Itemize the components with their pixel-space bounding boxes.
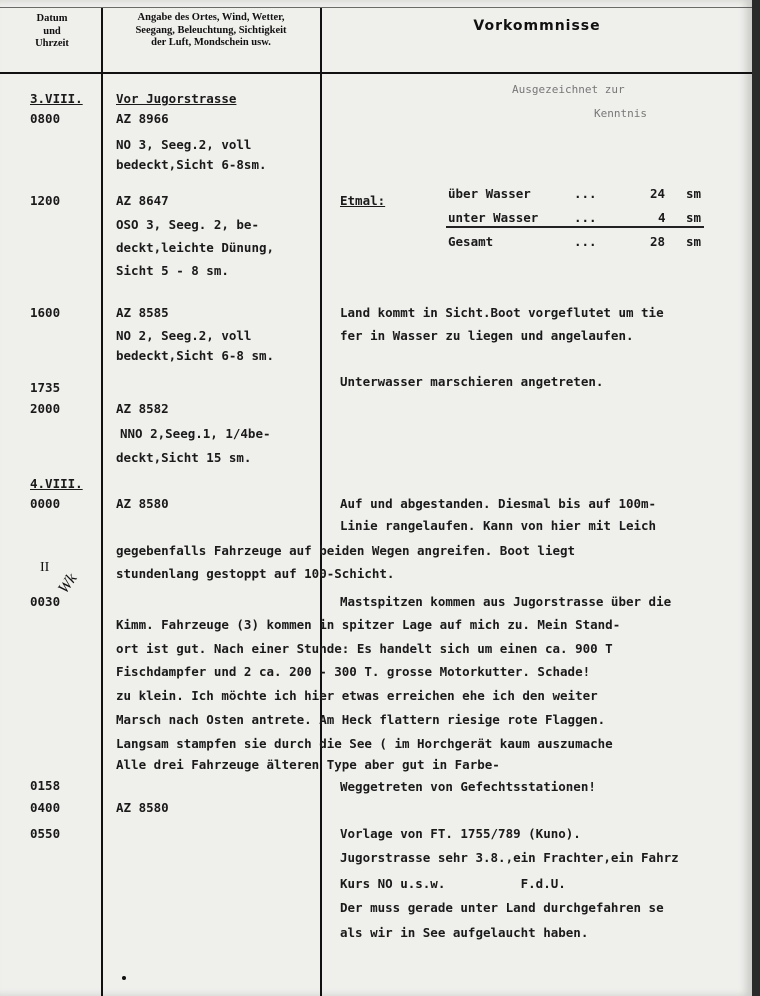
time-1600: 1600 bbox=[30, 305, 61, 320]
event-0000-line-1: Auf und abgestanden. Diesmal bis auf 100m- bbox=[340, 496, 657, 511]
place-3-line-1: AZ 8585 bbox=[116, 305, 169, 320]
etmal-row-3-dots: ... bbox=[574, 234, 597, 249]
date-4-aug: 4.VIII. bbox=[30, 476, 83, 491]
etmal-row-1-dots: ... bbox=[574, 186, 597, 201]
etmal-row-1-value: 24 bbox=[650, 186, 666, 201]
place-3-line-2: NO 2, Seeg.2, voll bbox=[116, 328, 252, 343]
header-place-line-3: der Luft, Mondschein usw. bbox=[151, 37, 271, 48]
event-1735: Unterwasser marschieren angetreten. bbox=[340, 374, 604, 389]
note-line-2: Kenntnis bbox=[594, 107, 647, 120]
etmal-label: Etmal: bbox=[340, 193, 386, 208]
event-0550-line-3: Kurs NO u.s.w. F.d.U. bbox=[340, 876, 566, 891]
margin-roman-numeral: II bbox=[40, 560, 50, 575]
event-0030-line-3: ort ist gut. Nach einer Stunde: Es handelt sich um einen ca. 900 T bbox=[116, 641, 613, 656]
etmal-sum-rule bbox=[446, 226, 704, 228]
place-2-line-4: Sicht 5 - 8 sm. bbox=[116, 263, 229, 278]
event-0000-line-2: Linie rangelaufen. Kann von hier mit Leich bbox=[340, 518, 657, 533]
event-0550-line-4: Der muss gerade unter Land durchgefahren se bbox=[340, 900, 664, 915]
event-0030-line-1: Mastspitzen kommen aus Jugorstrasse über die bbox=[340, 594, 672, 609]
place-6: AZ 8580 bbox=[116, 800, 169, 815]
etmal-row-2-value: 4 bbox=[658, 210, 666, 225]
etmal-row-1-unit: sm bbox=[686, 186, 702, 201]
etmal-row-1-label: über Wasser bbox=[448, 186, 531, 201]
time-0000: 0000 bbox=[30, 496, 61, 511]
event-0030-line-2: Kimm. Fahrzeuge (3) kommen in spitzer Lage auf mich zu. Mein Stand- bbox=[116, 617, 621, 632]
place-heading: Vor Jugorstrasse bbox=[116, 91, 237, 106]
event-1600-line-2: fer in Wasser zu liegen und angelaufen. bbox=[340, 328, 634, 343]
place-1-line-3: bedeckt,Sicht 6-8sm. bbox=[116, 157, 267, 172]
etmal-row-2-dots: ... bbox=[574, 210, 597, 225]
event-0550-line-5: als wir in See aufgelaucht haben. bbox=[340, 925, 589, 940]
ink-dot bbox=[122, 976, 126, 980]
header-und-label: und bbox=[43, 25, 61, 37]
header-place bbox=[104, 12, 318, 50]
header-events: Vorkommnisse bbox=[473, 18, 601, 34]
time-1200: 1200 bbox=[30, 193, 61, 208]
etmal-row-3-label: Gesamt bbox=[448, 234, 494, 249]
place-1-line-2: NO 3, Seeg.2, voll bbox=[116, 137, 252, 152]
event-0000-line-3: gegebenfalls Fahrzeuge auf beiden Wegen angreifen. Boot liegt bbox=[116, 543, 576, 558]
note-line-1: Ausgezeichnet zur bbox=[512, 83, 625, 96]
date-3-aug: 3.VIII. bbox=[30, 91, 83, 106]
event-0030-line-8: Alle drei Fahrzeuge älteren Type aber gut in Farbe- bbox=[116, 757, 500, 772]
time-0400: 0400 bbox=[30, 800, 61, 815]
place-2-line-3: deckt,leichte Dünung, bbox=[116, 240, 275, 255]
event-0550-line-2: Jugorstrasse sehr 3.8.,ein Frachter,ein Fahrz bbox=[340, 850, 679, 865]
header-time-label: Uhrzeit bbox=[35, 38, 69, 49]
margin-signature: Wk bbox=[54, 570, 81, 597]
place-1-line-1: AZ 8966 bbox=[116, 111, 169, 126]
header-date-time bbox=[22, 13, 82, 51]
place-4-line-3: deckt,Sicht 15 sm. bbox=[116, 450, 252, 465]
column-divider-2 bbox=[320, 8, 322, 996]
page-edge bbox=[752, 0, 760, 996]
time-0550: 0550 bbox=[30, 826, 61, 841]
event-0158: Weggetreten von Gefechtsstationen! bbox=[340, 779, 596, 794]
time-0800: 0800 bbox=[30, 111, 61, 126]
event-0030-line-7: Langsam stampfen sie durch die See ( im Horchgerät kaum auszumache bbox=[116, 736, 613, 751]
event-0000-line-4: stundenlang gestoppt auf 100-Schicht. bbox=[116, 566, 395, 581]
top-rule bbox=[0, 7, 752, 8]
time-1735: 1735 bbox=[30, 380, 61, 395]
header-date-label: Datum bbox=[36, 13, 68, 24]
time-0030: 0030 bbox=[30, 594, 61, 609]
header-place-line-2: Seegang, Beleuchtung, Sichtigkeit bbox=[135, 24, 287, 36]
etmal-row-3-value: 28 bbox=[650, 234, 666, 249]
time-0158: 0158 bbox=[30, 778, 61, 793]
event-0550-line-1: Vorlage von FT. 1755/789 (Kuno). bbox=[340, 826, 581, 841]
column-divider-1 bbox=[101, 8, 103, 996]
place-3-line-3: bedeckt,Sicht 6-8 sm. bbox=[116, 348, 275, 363]
event-0030-line-4: Fischdampfer und 2 ca. 200 - 300 T. grosse Motorkutter. Schade! bbox=[116, 664, 591, 679]
place-2-line-1: AZ 8647 bbox=[116, 193, 169, 208]
etmal-row-2-unit: sm bbox=[686, 210, 702, 225]
time-2000: 2000 bbox=[30, 401, 61, 416]
header-rule bbox=[0, 72, 752, 74]
place-2-line-2: OSO 3, Seeg. 2, be- bbox=[116, 217, 259, 232]
event-0030-line-6: Marsch nach Osten antrete. Am Heck flattern riesige rote Flaggen. bbox=[116, 712, 606, 727]
event-0030-line-5: zu klein. Ich möchte ich hier etwas erreichen ehe ich den weiter bbox=[116, 688, 598, 703]
header-place-line-1: Angabe des Ortes, Wind, Wetter, bbox=[137, 12, 285, 23]
etmal-row-3-unit: sm bbox=[686, 234, 702, 249]
place-4-line-1: AZ 8582 bbox=[116, 401, 169, 416]
place-4-line-2: NNO 2,Seeg.1, 1/4be- bbox=[120, 426, 271, 441]
etmal-row-2-label: unter Wasser bbox=[448, 210, 539, 225]
place-5: AZ 8580 bbox=[116, 496, 169, 511]
event-1600-line-1: Land kommt in Sicht.Boot vorgeflutet um tie bbox=[340, 305, 664, 320]
